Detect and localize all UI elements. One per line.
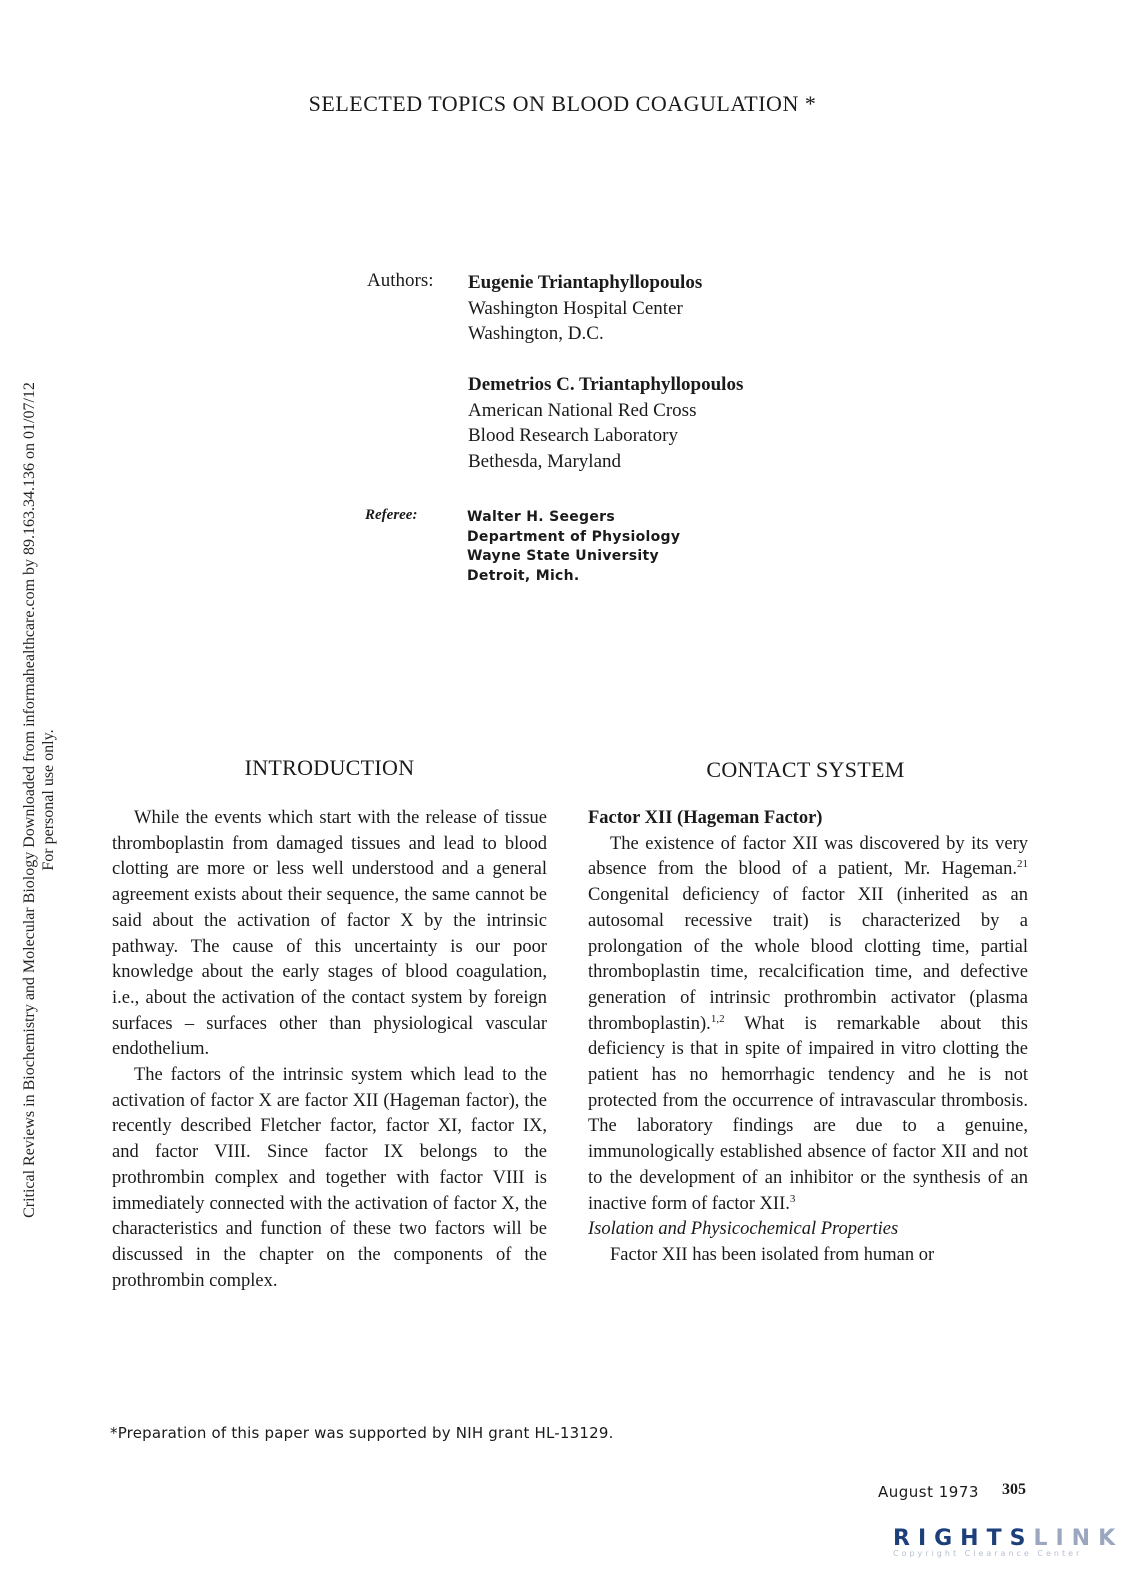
- author-2-name: Demetrios C. Triantaphyllopoulos: [468, 374, 744, 395]
- author-1-affiliation-2: Washington, D.C.: [468, 323, 604, 344]
- factor-xii-text-b: Congenital deficiency of factor XII (inherited as an autosomal recessive trait) is characterized by a prolongation of the whole blood clotting time, partial thromboplastin time, recalcification time, and defective generation of intrinsic prothrombin activator (plasma thromboplastin).: [588, 885, 1028, 1034]
- funding-footnote: *Preparation of this paper was supported by NIH grant HL-13129.: [110, 1424, 614, 1442]
- introduction-paragraph-2: The factors of the intrinsic system which lead to the activation of factor X are factor XII (Hageman factor), the recently described Fletcher factor, factor XI, factor IX, and factor VIII. Since factor IX belongs to the prothrombin complex and together with factor VIII is immediately connected with the activation of factor X, the characteristics and function of these two factors will be discussed in the chapter on the components of the prothrombin complex.: [112, 1065, 547, 1291]
- referee-affiliation-2: Wayne State University: [467, 548, 659, 564]
- factor-xii-text-c: What is remarkable about this deficiency is that in spite of impaired in vitro clotting the patient has no hemorrhagic tendency and he is not protected from the occurrence of intravascular thrombosis. The laboratory findings are due to a genuine, immunologically established absence of factor XII and not to the development of an inhibitor or the synthesis of an inactive form of factor XII.: [588, 1013, 1028, 1214]
- author-2-affiliation-3: Bethesda, Maryland: [468, 450, 622, 472]
- paper-title: SELECTED TOPICS ON BLOOD COAGULATION *: [308, 91, 817, 116]
- factor-xii-subheading: Factor XII (Hageman Factor): [588, 808, 823, 828]
- citation-3: 3: [789, 1192, 796, 1205]
- author-1-affiliation-1: Washington Hospital Center: [468, 297, 683, 319]
- factor-xii-paragraph: [588, 832, 1028, 1218]
- download-watermark: [20, 350, 60, 1250]
- introduction-column: [112, 806, 547, 1294]
- rightslink-logo[interactable]: [893, 1526, 1123, 1571]
- page-number: 305: [1002, 1481, 1026, 1498]
- referee-label: Referee:: [365, 507, 418, 523]
- isolation-paragraph: Factor XII has been isolated from human or: [610, 1244, 935, 1265]
- author-1: [468, 270, 702, 347]
- contact-system-heading: CONTACT SYSTEM: [706, 757, 905, 782]
- rightslink-word-light: LINK: [1033, 1526, 1124, 1551]
- referee-name: Walter H. Seegers: [467, 509, 615, 525]
- referee-affiliation-1: Department of Physiology: [467, 528, 681, 545]
- watermark-line-1: Critical Reviews in Biochemistry and Molecular Biology Downloaded from informahealthcare.com by 89.163.34.136 on 01/07/12: [21, 382, 38, 1218]
- introduction-heading: INTRODUCTION: [244, 755, 415, 780]
- factor-xii-text-a: The existence of factor XII was discovered by its very absence from the blood of a patient, Mr. Hageman.: [588, 833, 1028, 880]
- author-2-affiliation-1: American National Red Cross: [468, 399, 697, 421]
- rightslink-word-dark: RIGHTS: [893, 1526, 1034, 1551]
- author-2: [468, 372, 743, 474]
- issue-date: August 1973: [878, 1483, 979, 1501]
- contact-system-column: [588, 806, 1028, 1269]
- citation-1-2: 1,2: [710, 1012, 725, 1025]
- referee-block: [467, 508, 680, 586]
- referee-affiliation-3: Detroit, Mich.: [467, 567, 580, 584]
- isolation-subheading: Isolation and Physicochemical Properties: [588, 1219, 899, 1240]
- introduction-paragraph-1: While the events which start with the release of tissue thromboplastin from damaged tissues and lead to blood clotting are more or less well understood and a general agreement exists about their sequence, the same cannot be said about the activation of factor X by the intrinsic pathway. The cause of this uncertainty is our poor knowledge about the early stages of blood coagulation, i.e., about the activation of the contact system by foreign surfaces – surfaces other than physiological vascular endothelium.: [112, 808, 547, 1060]
- watermark-line-2: For personal use only.: [40, 729, 57, 871]
- citation-21: 21: [1017, 858, 1028, 871]
- author-2-affiliation-2: Blood Research Laboratory: [468, 425, 678, 446]
- rightslink-tagline: Copyright Clearance Center: [893, 1549, 1083, 1558]
- author-1-name: Eugenie Triantaphyllopoulos: [468, 272, 703, 293]
- authors-label: Authors:: [367, 270, 434, 291]
